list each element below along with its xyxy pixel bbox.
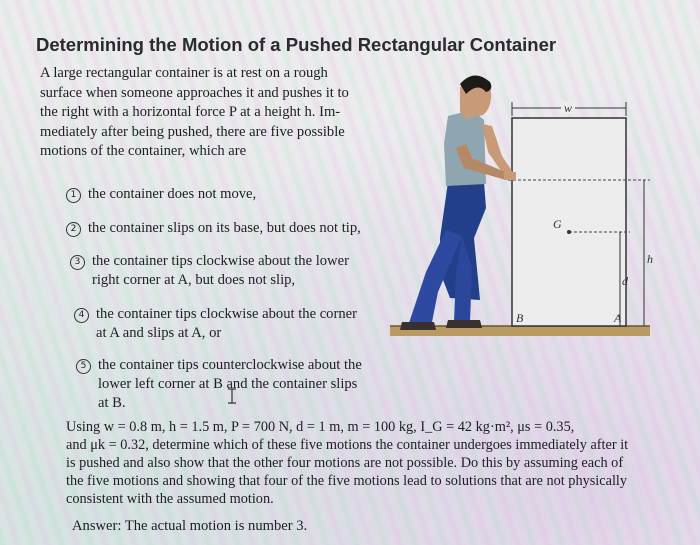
intro-line: the right with a horizontal force P at a height h. Im- [40, 104, 341, 120]
option-number-badge: 5 [76, 359, 91, 374]
center-of-mass-dot [567, 230, 571, 234]
container-figure [390, 60, 670, 350]
A-label: A [614, 311, 622, 325]
option-line: the container slips on its base, but does not tip, [88, 220, 361, 236]
rectangular-container [512, 118, 626, 326]
page-title: Determining the Motion of a Pushed Rectangular Container [36, 34, 557, 55]
option-line: the container tips clockwise about the corner [96, 306, 357, 322]
option-line: at A and slips at A, or [96, 325, 222, 341]
intro-line: surface when someone approaches it and pushes it to [40, 84, 349, 101]
statement-line: the five motions and showing that four of the five motions lead to solutions that are not physically [66, 473, 628, 489]
text-cursor-icon [226, 388, 238, 404]
option-line: the container does not move, [88, 186, 257, 202]
w-label: w [564, 101, 573, 115]
option-line: the container tips counterclockwise about the [98, 357, 362, 373]
h-label: h [647, 252, 653, 266]
option-number-badge: 4 [74, 308, 89, 323]
statement-line: and μk = 0.32, determine which of these five motions the container undergoes immediately after it [66, 437, 629, 453]
statement-line: is pushed and also show that the other four motions are not possible. Do this by assuming each of [66, 455, 624, 471]
option-number-badge: 3 [70, 255, 85, 270]
problem-statement [66, 418, 656, 508]
person-pushing-illustration [400, 75, 516, 330]
option-line: at B. [98, 395, 126, 411]
d-label: d [622, 274, 628, 288]
answer-text: Answer: The actual motion is number 3. [72, 518, 308, 534]
option-line: right corner at A, but does not slip, [92, 272, 296, 288]
option-line: the container tips clockwise about the lower [92, 253, 349, 269]
option-number-badge: 2 [66, 222, 81, 237]
intro-line: motions of the container, which are [40, 143, 247, 159]
option-line: lower left corner at B and the container slips [98, 376, 358, 392]
intro-line: mediately after being pushed, there are five possible [40, 123, 345, 140]
intro-line: A large rectangular container is at rest on a rough [40, 65, 328, 81]
B-label: B [516, 311, 524, 325]
G-label: G [553, 217, 562, 231]
statement-line: Using w = 0.8 m, h = 1.5 m, P = 700 N, d = 1 m, m = 100 kg, I_G = 42 kg·m², μs = 0.35, [66, 419, 575, 435]
statement-line: consistent with the assumed motion. [66, 491, 274, 507]
option-number-badge: 1 [66, 188, 81, 203]
intro-paragraph [40, 64, 385, 162]
